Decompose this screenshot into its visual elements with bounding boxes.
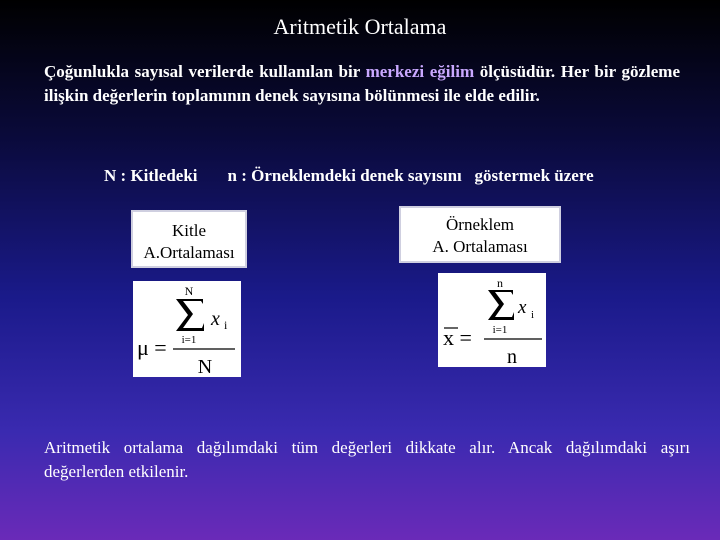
intro-paragraph: [44, 60, 680, 108]
sample-denominator: n: [507, 346, 517, 367]
sample-mean-formula: [438, 273, 546, 367]
pop-var: x: [211, 308, 220, 330]
sample-formula-svg: [438, 273, 546, 367]
definition-N: N : Kitledeki: [104, 166, 198, 185]
population-box-line1: Kitle: [172, 221, 206, 240]
intro-text-2: ölçüsüdür. Her bir gözleme ilişkin değerlerin toplamının denek sayısına bölünmesi ile elde edilir.: [44, 62, 680, 105]
population-formula-svg: [133, 281, 241, 377]
definition-n: n : Örneklemdeki denek sayısını göstermek üzere: [227, 166, 594, 185]
pop-sum-upper: N: [184, 284, 194, 298]
sample-var: x: [518, 297, 527, 318]
sample-lhs: x =: [443, 325, 472, 350]
sample-var-sub: i: [531, 309, 535, 321]
outro-paragraph: Aritmetik ortalama dağılımdaki tüm değerleri dikkate alır. Ancak dağılımdaki aşırı değerlerden etkilenir.: [44, 438, 690, 481]
pop-sigma-icon: [176, 299, 204, 331]
population-mean-formula: [133, 281, 241, 377]
sample-mean-label-box: [399, 206, 561, 263]
population-mean-label-box: [131, 210, 247, 268]
sample-sum-upper: n: [497, 276, 503, 290]
sample-box-line2: A. Ortalaması: [432, 237, 528, 256]
pop-sum-lower: i=1: [181, 334, 197, 346]
sample-box-line1: Örneklem: [446, 215, 514, 234]
pop-var-sub: i: [224, 318, 228, 332]
pop-denominator: N: [197, 356, 213, 377]
pop-lhs: μ =: [137, 335, 167, 360]
sample-sum-lower: i=1: [492, 324, 508, 336]
intro-highlight: merkezi eğilim: [365, 62, 475, 81]
intro-text-1: Çoğunlukla sayısal verilerde kullanılan bir: [44, 62, 366, 81]
definitions-line: [104, 166, 684, 186]
sample-sigma-icon: [488, 290, 514, 320]
slide-title: Aritmetik Ortalama: [273, 14, 447, 39]
population-box-line2: A.Ortalaması: [143, 243, 235, 262]
